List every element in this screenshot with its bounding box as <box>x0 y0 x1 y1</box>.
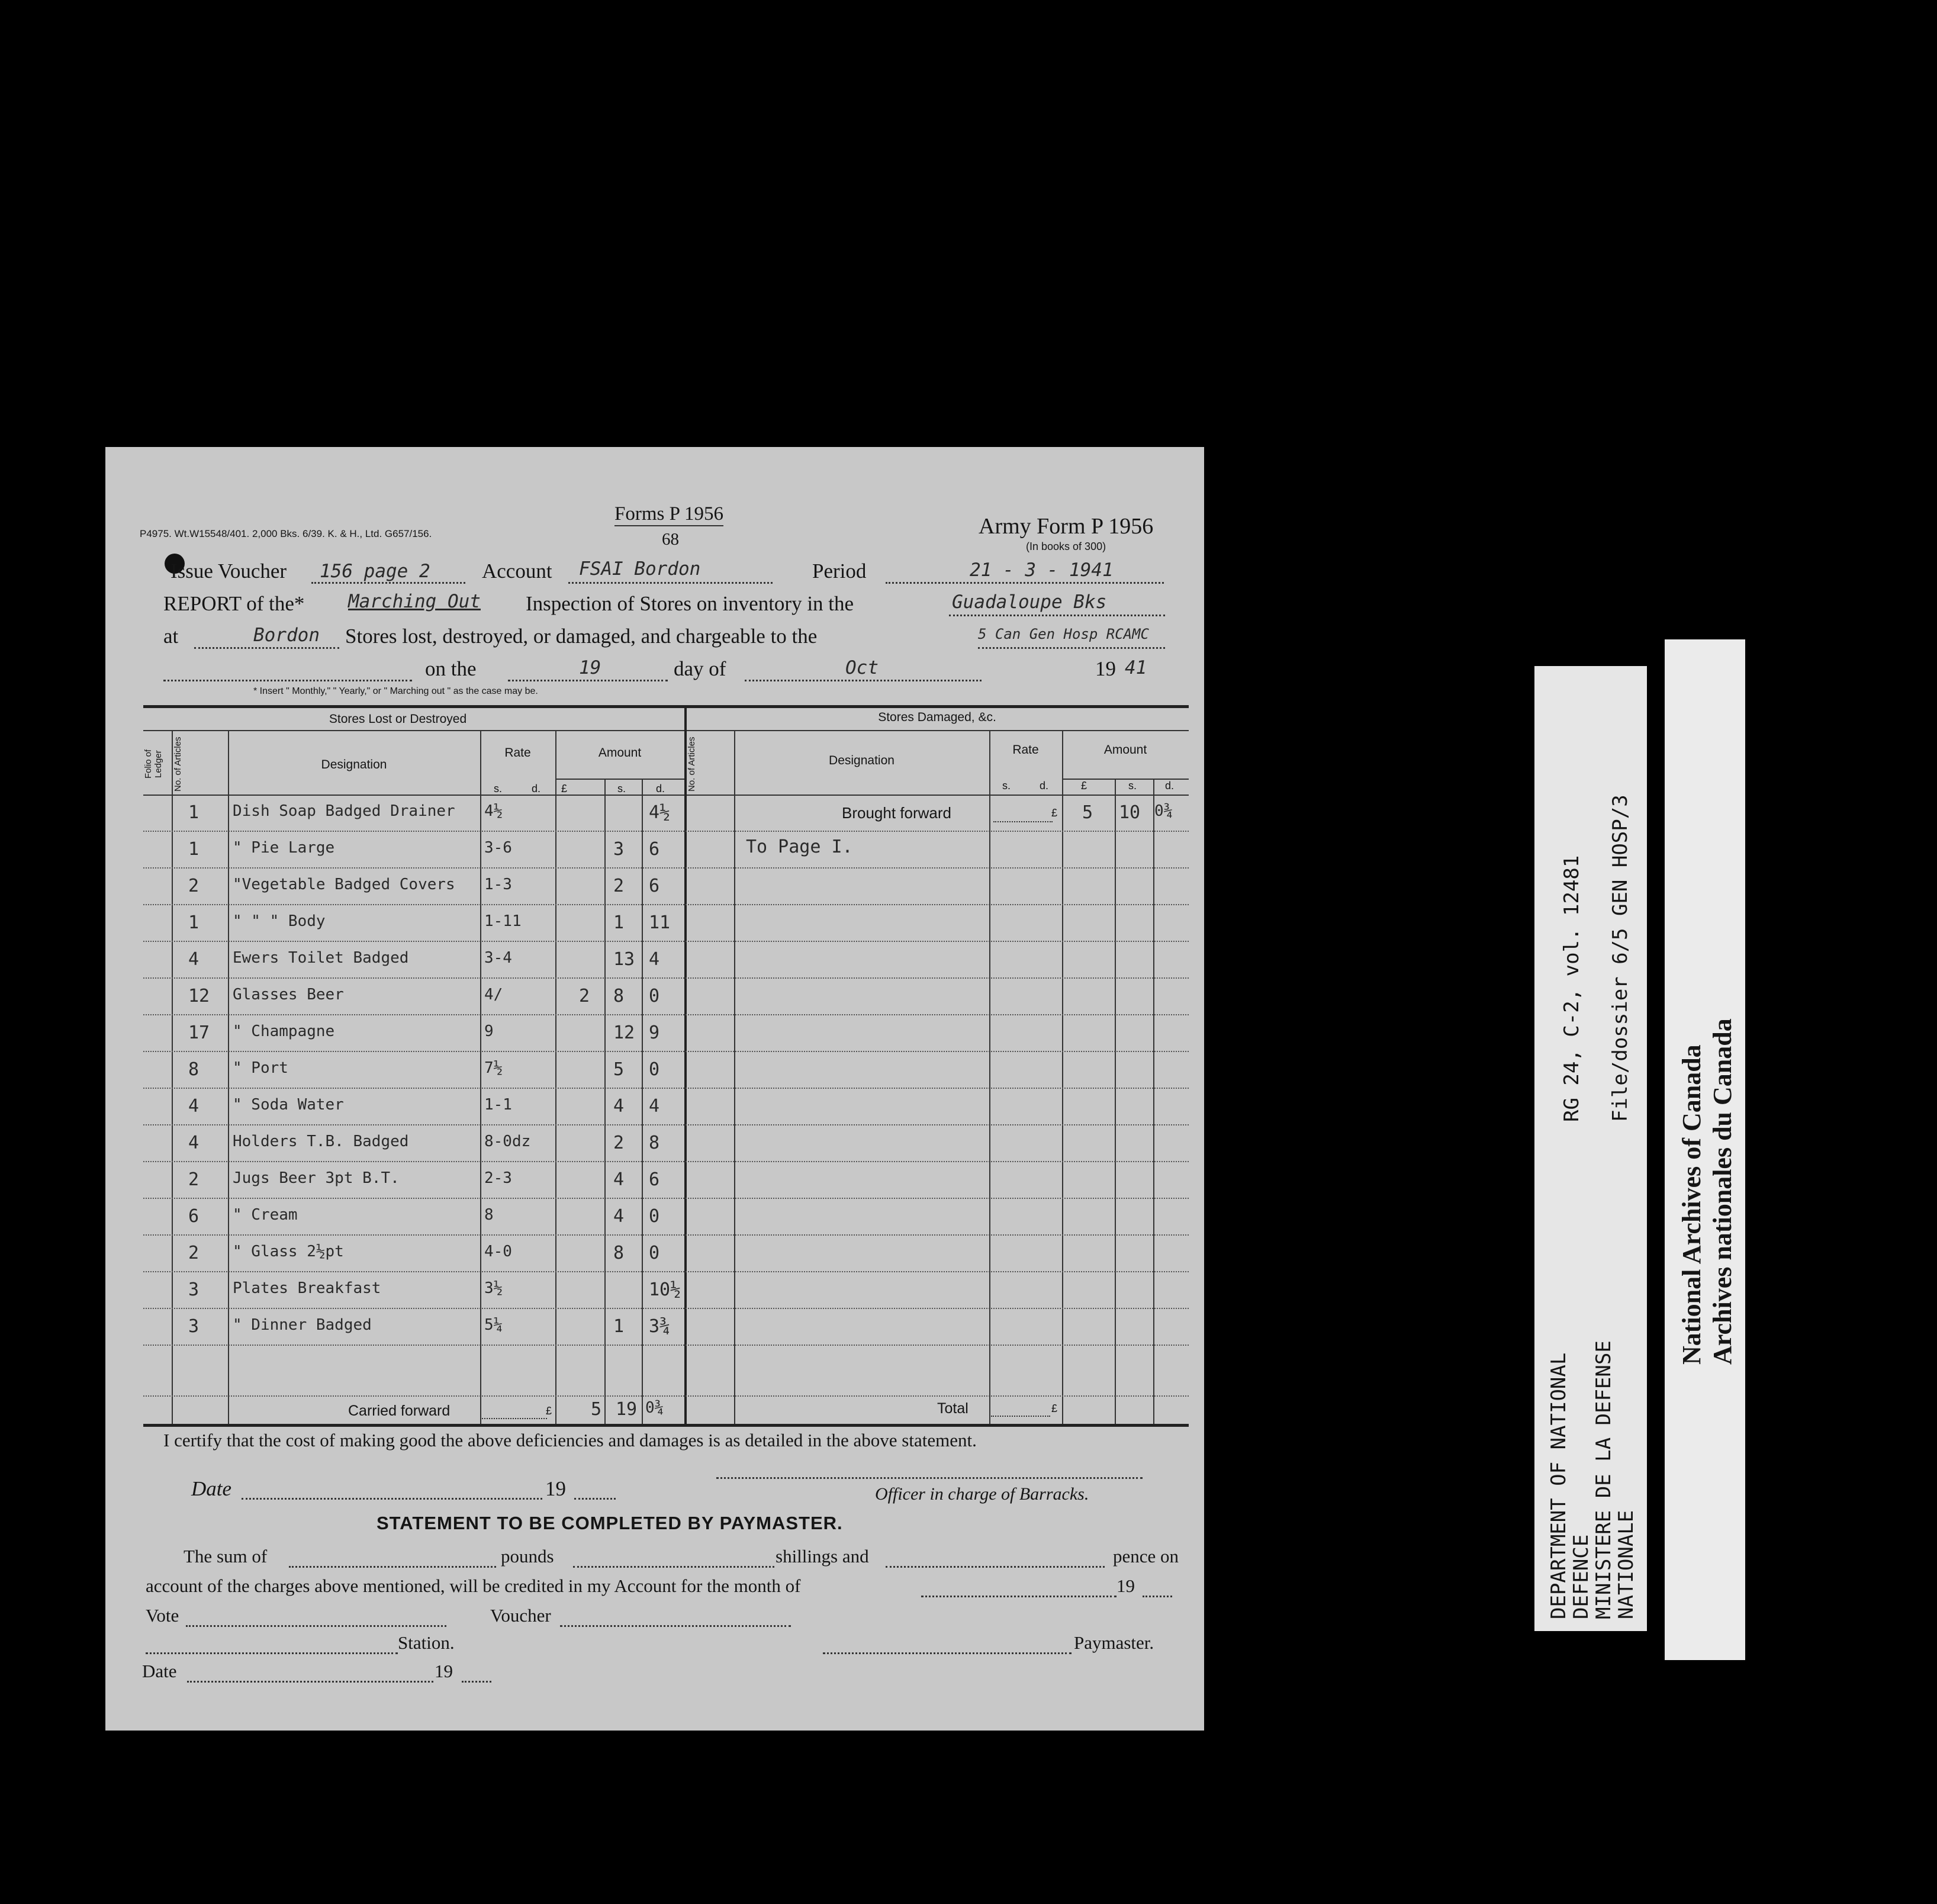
month-line <box>745 680 982 681</box>
footnote: * Insert " Monthly," " Yearly," or " Marching out " as the case may be. <box>253 686 538 696</box>
carried-forward-pound: £ <box>546 1405 552 1417</box>
amount-l-sub-right: £ <box>1081 780 1087 792</box>
paymaster-signature-line <box>823 1652 1072 1654</box>
shillings-label: shillings and <box>776 1546 869 1567</box>
station-label: Station. <box>398 1632 455 1653</box>
row-amount-pence: 0 <box>649 986 660 1006</box>
report-type-value: Marching Out <box>348 591 481 612</box>
reference-block <box>1547 795 1645 1122</box>
account-value: FSAI Bordon <box>579 558 701 580</box>
row-amount-shillings: 8 <box>613 1243 625 1263</box>
table-center-rule <box>684 705 687 1424</box>
row-amount-pence: 0 <box>649 1243 660 1263</box>
day-line <box>508 680 668 681</box>
row-no-of-articles: 1 <box>188 912 200 933</box>
table-top-rule <box>143 705 1189 708</box>
issue-voucher-value: 156 page 2 <box>320 561 430 582</box>
row-designation: " Dinner Badged <box>233 1316 372 1334</box>
row-rate: 8-0dz <box>484 1133 531 1150</box>
dept-line-2: DEFENCE <box>1569 1534 1593 1619</box>
certify-date-line <box>242 1498 542 1500</box>
vote-label: Vote <box>146 1605 179 1626</box>
row-rule <box>143 1124 1189 1125</box>
row-rate: 9 <box>484 1022 494 1040</box>
vote-line <box>186 1625 446 1627</box>
row-amount-shillings: 4 <box>613 1169 625 1190</box>
row-rule <box>143 1234 1189 1236</box>
row-amount-shillings: 12 <box>613 1022 635 1043</box>
pence-label: pence on <box>1113 1546 1179 1567</box>
row-rate: 3½ <box>484 1279 503 1297</box>
year-prefix: 19 <box>1095 657 1116 680</box>
row-no-of-articles: 3 <box>188 1316 200 1337</box>
paymaster-date-year-line <box>462 1681 491 1683</box>
row-no-of-articles: 4 <box>188 1133 200 1153</box>
row-amount-pence: 0 <box>649 1206 660 1227</box>
row-rate: 1-11 <box>484 912 522 930</box>
row-rule <box>143 1395 1189 1397</box>
brought-forward-label: Brought forward <box>842 804 951 822</box>
account-line <box>568 582 773 584</box>
col-sep-designation <box>480 730 481 1424</box>
certify-year-prefix: 19 <box>545 1477 566 1500</box>
row-no-of-articles: 2 <box>188 1169 200 1190</box>
col-designation-header: Designation <box>321 758 387 771</box>
col-sep-rate-right <box>1062 730 1063 1424</box>
rate-d-sub: d. <box>532 783 541 795</box>
col-sep-rate <box>555 730 556 1424</box>
row-rule <box>143 1271 1189 1272</box>
paymaster-year-prefix: 19 <box>1116 1575 1135 1596</box>
row-rule <box>143 1198 1189 1199</box>
row-rule <box>143 1161 1189 1162</box>
col-amount-header-right: Amount <box>1103 743 1147 757</box>
col-amount-header: Amount <box>598 746 642 760</box>
sum-shillings-line <box>573 1566 774 1568</box>
sum-pounds-line <box>289 1566 496 1568</box>
row-rate: 4/ <box>484 986 503 1004</box>
col-designation-header-right: Designation <box>829 754 895 767</box>
row-designation: " Soda Water <box>233 1096 344 1114</box>
row-amount-pence: 4½ <box>649 802 671 823</box>
row-amount-pence: 4 <box>649 949 660 970</box>
paymaster-label: Paymaster. <box>1074 1632 1154 1653</box>
row-rate: 1-3 <box>484 876 512 893</box>
row-rate: 8 <box>484 1206 494 1224</box>
carried-forward-label: Carried forward <box>348 1403 451 1419</box>
row-amount-shillings: 1 <box>613 1316 625 1337</box>
row-rate: 5¼ <box>484 1316 503 1334</box>
month-of-line <box>921 1596 1116 1597</box>
rg-reference: RG 24, C-2, vol. 12481 <box>1560 855 1584 1122</box>
forms-title: Forms P 1956 <box>614 503 723 526</box>
row-designation: " Port <box>233 1059 288 1077</box>
row-designation: " Glass 2½pt <box>233 1243 344 1260</box>
archives-name-block <box>1677 1018 1738 1365</box>
row-amount-pence: 6 <box>649 1169 660 1190</box>
row-amount-shillings: 1 <box>613 912 625 933</box>
month-value: Oct <box>845 657 879 678</box>
amount-rule-left <box>555 779 684 780</box>
paymaster-date-year-prefix: 19 <box>435 1661 453 1681</box>
row-no-of-articles: 6 <box>188 1206 200 1227</box>
row-amount-pence: 6 <box>649 876 660 896</box>
paymaster-date-label: Date <box>142 1661 177 1681</box>
rate-s-sub: s. <box>494 783 503 795</box>
col-sep-designation-right <box>989 730 990 1424</box>
paymaster-year-line <box>1143 1596 1172 1597</box>
account-label: Account <box>482 559 552 583</box>
col-rate-header: Rate <box>504 746 531 760</box>
archives-name-fr: Archives nationales du Canada <box>1708 1018 1737 1365</box>
dept-line-1: DEPARTMENT OF NATIONAL <box>1547 1352 1571 1619</box>
row-amount-pence: 0 <box>649 1059 660 1080</box>
row-no-of-articles: 2 <box>188 1243 200 1263</box>
row-no-of-articles: 2 <box>188 876 200 896</box>
col-no-header-right: No. of Articles <box>687 736 697 792</box>
army-form-title: Army Form P 1956 <box>979 514 1154 539</box>
forms-number: 68 <box>662 530 679 549</box>
row-designation: Holders T.B. Badged <box>233 1133 409 1150</box>
chargeable-line <box>978 647 1165 649</box>
row-rate: 3-6 <box>484 839 512 857</box>
chargeable-text: Stores lost, destroyed, or damaged, and chargeable to the <box>345 625 818 648</box>
col-folio-header: Folio of Ledger <box>143 749 163 779</box>
voucher-label: Voucher <box>490 1605 551 1626</box>
row-rule <box>143 941 1189 942</box>
row-designation: " " " Body <box>233 912 326 930</box>
carried-forward-rate-line <box>482 1418 547 1419</box>
carried-forward-l: 5 <box>591 1399 602 1420</box>
certify-text: I certify that the cost of making good the above deficiencies and damages is as detailed in the above statement. <box>163 1430 977 1450</box>
period-line <box>886 582 1164 584</box>
row-designation: Glasses Beer <box>233 986 344 1004</box>
total-rate-line <box>991 1416 1050 1417</box>
row-designation: Plates Breakfast <box>233 1279 381 1297</box>
row-rate: 1-1 <box>484 1096 512 1114</box>
row-no-of-articles: 17 <box>188 1022 210 1043</box>
row-rule <box>143 1051 1189 1052</box>
issue-voucher-label: Issue Voucher <box>170 559 287 583</box>
table-bottom-rule <box>143 1424 1189 1427</box>
row-rule <box>143 1014 1189 1015</box>
col-rate-header-right: Rate <box>1012 743 1039 757</box>
brought-forward-rate-line <box>993 821 1053 822</box>
row-amount-pence: 8 <box>649 1133 660 1153</box>
row-rate: 3-4 <box>484 949 512 967</box>
brought-forward-d: 0¾ <box>1154 802 1173 820</box>
col-sep-amount-s-right <box>1153 779 1154 1424</box>
total-pound: £ <box>1051 1403 1058 1414</box>
archives-canada-label <box>1665 639 1745 1660</box>
archive-reference-label <box>1534 666 1647 1631</box>
station-line <box>146 1652 398 1654</box>
certify-date-label: Date <box>191 1477 232 1500</box>
row-designation: Jugs Beer 3pt B.T. <box>233 1169 400 1187</box>
col-sep-no-right <box>734 730 735 1424</box>
in-books-note: (In books of 300) <box>1026 541 1106 552</box>
period-label: Period <box>812 559 867 583</box>
row-amount-pence: 9 <box>649 1022 660 1043</box>
row-rate: 4-0 <box>484 1243 512 1260</box>
row-designation: Dish Soap Badged Drainer <box>233 802 455 820</box>
at-line <box>194 647 339 649</box>
print-code: P4975. Wt.W15548/401. 2,000 Bks. 6/39. K. & H., Ltd. G657/156. <box>140 528 432 539</box>
row-amount-pence: 10½ <box>649 1279 681 1300</box>
inventory-line <box>949 615 1165 616</box>
row-no-of-articles: 1 <box>188 802 200 823</box>
at-label: at <box>163 625 179 648</box>
row-amount-shillings: 2 <box>613 876 625 896</box>
chargeable-value: 5 Can Gen Hosp RCAMC <box>978 626 1149 642</box>
row-no-of-articles: 8 <box>188 1059 200 1080</box>
day-of-text: day of <box>674 657 726 680</box>
damaged-header: Stores Damaged, &c. <box>878 710 996 724</box>
brought-forward-l: 5 <box>1082 802 1093 823</box>
row-amount-shillings: 13 <box>613 949 635 970</box>
period-value: 21 - 3 - 1941 <box>970 559 1114 581</box>
row-amount-pence: 11 <box>649 912 671 933</box>
certify-year-line <box>574 1498 616 1500</box>
paymaster-heading: STATEMENT TO BE COMPLETED BY PAYMASTER. <box>377 1513 843 1533</box>
row-rule <box>143 1345 1189 1346</box>
row-amount-shillings: 2 <box>613 1133 625 1153</box>
row-designation: " Cream <box>233 1206 298 1224</box>
day-value: 19 <box>579 657 601 678</box>
amount-d-sub: d. <box>656 783 665 795</box>
row-amount-shillings: 4 <box>613 1096 625 1117</box>
rate-d-sub-right: d. <box>1040 780 1049 792</box>
to-page-note: To Page I. <box>746 837 853 857</box>
row-rule <box>143 1308 1189 1309</box>
account-line-text: account of the charges above mentioned, will be credited in my Account for the month of <box>146 1575 801 1596</box>
row-amount-pounds: 2 <box>579 986 590 1006</box>
on-the-text: on the <box>425 657 477 680</box>
dept-line-4: NATIONALE <box>1614 1510 1638 1619</box>
carried-forward-s: 19 <box>616 1399 638 1420</box>
row-no-of-articles: 3 <box>188 1279 200 1300</box>
row-designation: " Champagne <box>233 1022 335 1040</box>
lost-header: Stores Lost or Destroyed <box>329 712 467 726</box>
file-reference: File/dossier 6/5 GEN HOSP/3 <box>1608 795 1632 1122</box>
row-rule <box>143 867 1189 869</box>
army-form-p1956 <box>105 447 1204 1731</box>
row-amount-pence: 4 <box>649 1096 660 1117</box>
row-no-of-articles: 1 <box>188 839 200 860</box>
inventory-value: Guadaloupe Bks <box>952 591 1107 613</box>
carried-forward-d: 0¾ <box>645 1399 664 1417</box>
row-rate: 7½ <box>484 1059 503 1077</box>
officer-label: Officer in charge of Barracks. <box>875 1484 1089 1504</box>
row-amount-shillings: 8 <box>613 986 625 1006</box>
amount-l-sub: £ <box>561 783 568 795</box>
inspection-text: Inspection of Stores on inventory in the <box>526 592 854 615</box>
sum-pence-line <box>886 1566 1105 1568</box>
paymaster-date-line <box>187 1681 433 1683</box>
col-sep-no <box>228 730 229 1424</box>
row-amount-shillings: 3 <box>613 839 625 860</box>
row-designation: "Vegetable Badged Covers <box>233 876 455 893</box>
officer-signature-line <box>716 1477 1143 1479</box>
amount-d-sub-right: d. <box>1165 780 1175 792</box>
row-amount-shillings: 4 <box>613 1206 625 1227</box>
row-amount-pence: 3¾ <box>649 1316 671 1337</box>
row-no-of-articles: 4 <box>188 949 200 970</box>
col-no-header: No. of Articles <box>173 736 183 792</box>
row-no-of-articles: 4 <box>188 1096 200 1117</box>
voucher-line <box>560 1625 791 1627</box>
row-rule <box>143 904 1189 905</box>
amount-s-sub: s. <box>617 783 626 795</box>
row-rule <box>143 977 1189 979</box>
row-amount-pence: 6 <box>649 839 660 860</box>
col-sep-amount-s <box>642 779 643 1424</box>
row-designation: " Pie Large <box>233 839 335 857</box>
brought-forward-s: 10 <box>1119 802 1141 823</box>
archives-name-en: National Archives of Canada <box>1677 1044 1706 1365</box>
subheader-rule <box>143 795 1189 796</box>
row-rule <box>143 1088 1189 1089</box>
total-label: Total <box>937 1400 968 1417</box>
header-rule <box>143 730 1189 731</box>
at-value: Bordon <box>253 625 320 646</box>
brought-forward-pound: £ <box>1051 807 1058 819</box>
amount-s-sub-right: s. <box>1128 780 1137 792</box>
row-amount-shillings: 5 <box>613 1059 625 1080</box>
row-rule <box>143 831 1189 832</box>
sum-of-label: The sum of <box>184 1546 268 1567</box>
blank-line <box>163 680 412 681</box>
row-rate: 2-3 <box>484 1169 512 1187</box>
department-block <box>1547 1340 1637 1619</box>
issue-voucher-line <box>311 582 465 584</box>
dept-line-3: MINISTERE DE LA DEFENSE <box>1592 1340 1616 1619</box>
pounds-label: pounds <box>501 1546 554 1567</box>
col-sep-folio <box>172 730 173 1424</box>
row-no-of-articles: 12 <box>188 986 210 1006</box>
col-sep-amount-l <box>604 779 606 1424</box>
rate-s-sub-right: s. <box>1002 780 1011 792</box>
row-rate: 4½ <box>484 802 503 820</box>
report-label: REPORT of the* <box>163 592 305 615</box>
col-sep-amount-l-right <box>1115 779 1116 1424</box>
year-value: 41 <box>1125 657 1147 678</box>
row-designation: Ewers Toilet Badged <box>233 949 409 967</box>
